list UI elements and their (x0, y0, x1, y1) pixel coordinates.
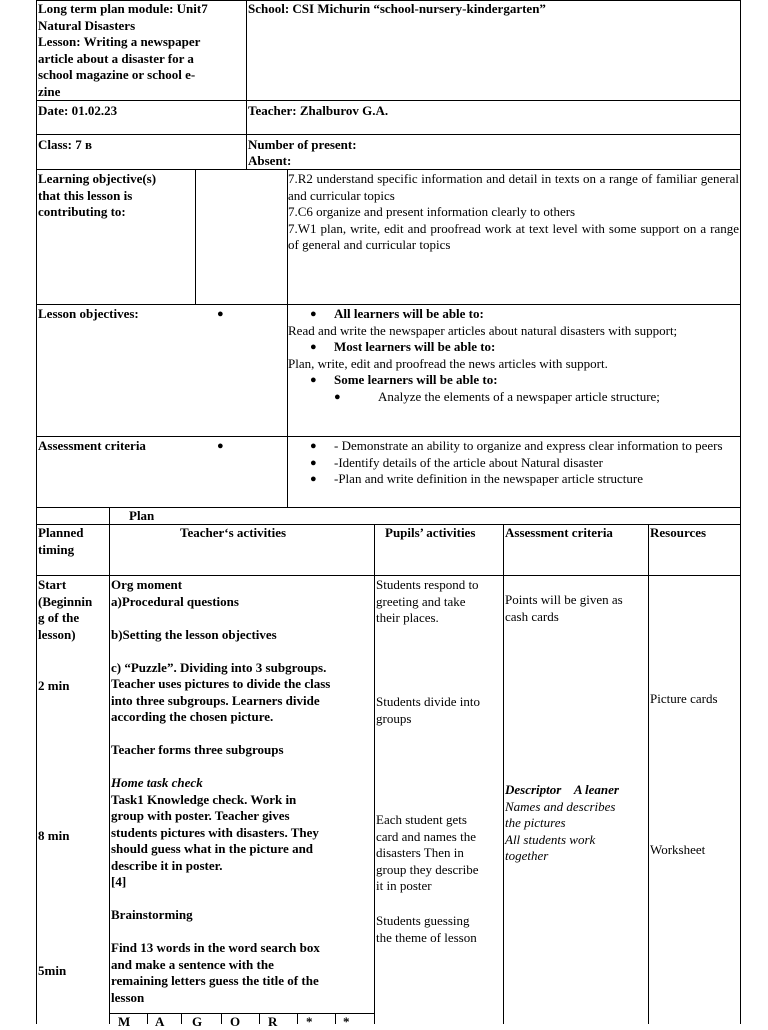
objective-item: 7.R2 understand specific information and detail in texts on a range of familiar general and curricular topics (288, 171, 739, 203)
grid-letter: A (155, 1014, 165, 1029)
resource-worksheet: Worksheet (650, 842, 706, 857)
all-learners-heading: All learners will be able to: (334, 306, 484, 321)
assessment-line: cash cards (505, 608, 559, 624)
find-line: lesson (111, 989, 145, 1005)
puzzle-line: Teacher uses pictures to divide the class (111, 676, 331, 691)
header-line: timing (38, 541, 75, 557)
module-line: zine (38, 83, 61, 99)
table-border (147, 1013, 148, 1024)
grid-letter: G (192, 1014, 203, 1029)
module-line: article about a disaster for a (38, 50, 194, 66)
pupils-line: group they describe (376, 861, 479, 877)
assessment-item: -Plan and write definition in the newspaper article structure (334, 471, 644, 486)
timing-line: g of the (38, 610, 80, 625)
task1-line: describe it in poster. (111, 857, 223, 873)
table-border (648, 524, 649, 1024)
most-learners-heading: Most learners will be able to: (334, 339, 496, 354)
timing-line: Start (38, 577, 67, 592)
grid-letter: * (343, 1014, 350, 1029)
timing-8min: 8 min (38, 828, 70, 843)
timing-line: lesson) (38, 626, 76, 642)
module-line: Lesson: Writing a newspaper (38, 34, 201, 49)
puzzle-line: c) “Puzzle”. Dividing into 3 subgroups. (111, 659, 327, 675)
table-border (109, 507, 110, 525)
table-border (297, 1013, 298, 1024)
pupils-line: it in poster (376, 878, 432, 893)
bullet-icon: ● (310, 440, 317, 452)
pupils-divide (376, 694, 502, 727)
table-border (740, 0, 741, 1024)
module-line: Long term plan module: Unit7 (38, 1, 208, 16)
assessment-line: Points will be given as (505, 592, 623, 607)
table-border (36, 436, 741, 437)
label-line: contributing to: (38, 204, 126, 219)
teacher-name: Teacher: Zhalburov G.A. (248, 103, 389, 118)
find-line: remaining letters guess the title of the (111, 973, 319, 988)
table-border (36, 304, 741, 305)
pupils-line: Students divide into (376, 694, 480, 709)
find-line: and make a sentence with the (111, 956, 274, 972)
home-task-check: Home task check (111, 775, 203, 790)
pupils-cards (376, 812, 502, 895)
assessment-label: Assessment criteria (38, 438, 146, 453)
teacher-activities (111, 577, 373, 1006)
some-learners-item: Analyze the elements of a newspaper article structure; (378, 388, 660, 404)
objective-item: 7.W1 plan, write, edit and proofread work at text level with some support on a range of general and curricular topics (288, 220, 739, 252)
most-learners-text: Plan, write, edit and proofread the news articles with support. (288, 355, 608, 371)
teacher-forms: Teacher forms three subgroups (111, 742, 284, 757)
pupils-line: Students respond to (376, 577, 479, 592)
module-info (38, 1, 246, 100)
table-border (181, 1013, 182, 1024)
timing-2min: 2 min (38, 678, 70, 693)
descriptor-line: All students work (505, 831, 596, 847)
assessment-item: -Identify details of the article about Natural disaster (334, 454, 603, 470)
pupils-line: their places. (376, 610, 439, 625)
timing-line: (Beginnin (38, 593, 93, 609)
pupils-line: card and names the (376, 828, 476, 844)
plan-title: Plan (129, 508, 155, 523)
pupils-line: groups (376, 710, 412, 726)
label-line: Learning objective(s) (38, 171, 157, 186)
setting-objectives: b)Setting the lesson objectives (111, 626, 277, 642)
table-border (36, 575, 741, 576)
objective-item: 7.C6 organize and present information clearly to others (288, 204, 576, 219)
timing-start (38, 577, 108, 643)
learning-objectives-list (288, 171, 739, 254)
table-border (36, 100, 741, 101)
descriptor-block (505, 782, 647, 865)
resource-picture-cards: Picture cards (650, 691, 718, 706)
procedural-questions: a)Procedural questions (111, 593, 239, 609)
table-border (109, 524, 110, 1024)
pupils-line: Students guessing (376, 913, 470, 928)
descriptor-line: together (505, 848, 549, 863)
pupils-line: greeting and take (376, 593, 466, 609)
learning-objectives-label (38, 171, 194, 221)
puzzle-line: according the chosen picture. (111, 709, 274, 724)
task1-line: Task1 Knowledge check. Work in (111, 791, 297, 807)
pupils-guessing (376, 913, 502, 946)
task1-line: should guess what in the picture and (111, 841, 314, 856)
pupils-greeting (376, 577, 502, 627)
brainstorming: Brainstorming (111, 907, 193, 922)
some-learners-heading: Some learners will be able to: (334, 372, 498, 387)
org-moment: Org moment (111, 577, 183, 592)
task1-line: [4] (111, 874, 127, 889)
pupils-line: disasters Then in (376, 845, 464, 860)
table-border (195, 169, 196, 304)
bullet-icon: ● (310, 341, 317, 353)
grid-letter: R (268, 1014, 278, 1029)
task1-line: group with poster. Teacher gives (111, 808, 290, 823)
class-name: Class: 7 в (38, 137, 92, 152)
table-border (503, 524, 504, 1024)
header-pupils: Pupils’ activities (385, 525, 476, 540)
header-teacher: Teacher‘s activities (180, 525, 287, 540)
header-assessment: Assessment criteria (505, 525, 613, 540)
all-learners-text: Read and write the newspaper articles about natural disasters with support; (288, 322, 678, 338)
school-name: School: CSI Michurin “school-nursery-kindergarten” (248, 1, 546, 16)
descriptor-line: Names and describes (505, 798, 616, 814)
bullet-icon: ● (217, 308, 224, 320)
grid-letter: O (230, 1014, 241, 1029)
puzzle-line: into three subgroups. Learners divide (111, 692, 320, 708)
find-line: Find 13 words in the word search box (111, 940, 320, 955)
table-border (374, 524, 375, 1024)
bullet-icon: ● (310, 473, 317, 485)
descriptor-heading: Descriptor A leaner (505, 782, 619, 797)
header-resources: Resources (650, 525, 707, 540)
assessment-points (505, 592, 647, 625)
grid-letter: * (306, 1014, 313, 1029)
header-line: Planned (38, 525, 84, 540)
lesson-date: Date: 01.02.23 (38, 103, 118, 118)
assessment-list (288, 438, 739, 488)
label-line: that this lesson is (38, 187, 133, 203)
table-border (259, 1013, 260, 1024)
module-line: Natural Disasters (38, 17, 136, 33)
bullet-icon: ● (334, 390, 341, 403)
header-timing (38, 525, 108, 558)
timing-5min: 5min (38, 963, 67, 978)
bullet-icon: ● (310, 308, 317, 320)
task1-line: students pictures with disasters. They (111, 824, 319, 840)
pupils-line: Each student gets (376, 812, 467, 827)
assessment-item: - Demonstrate an ability to organize and express clear information to peers (334, 438, 723, 453)
pupils-line: the theme of lesson (376, 929, 477, 945)
table-border (36, 169, 741, 170)
bullet-icon: ● (310, 456, 317, 469)
bullet-icon: ● (310, 374, 317, 386)
number-present: Number of present: (248, 137, 357, 152)
grid-letter: M (118, 1014, 131, 1029)
table-border (221, 1013, 222, 1024)
bullet-icon: ● (217, 440, 224, 452)
table-border (36, 0, 37, 1024)
module-line: school magazine or school e- (38, 67, 196, 82)
table-border (36, 134, 741, 135)
lesson-objectives-label: Lesson objectives: (38, 306, 139, 321)
lesson-objectives-content (288, 306, 739, 405)
table-border (246, 0, 247, 169)
absent: Absent: (248, 153, 292, 168)
table-border (335, 1013, 336, 1024)
descriptor-line: the pictures (505, 815, 566, 830)
